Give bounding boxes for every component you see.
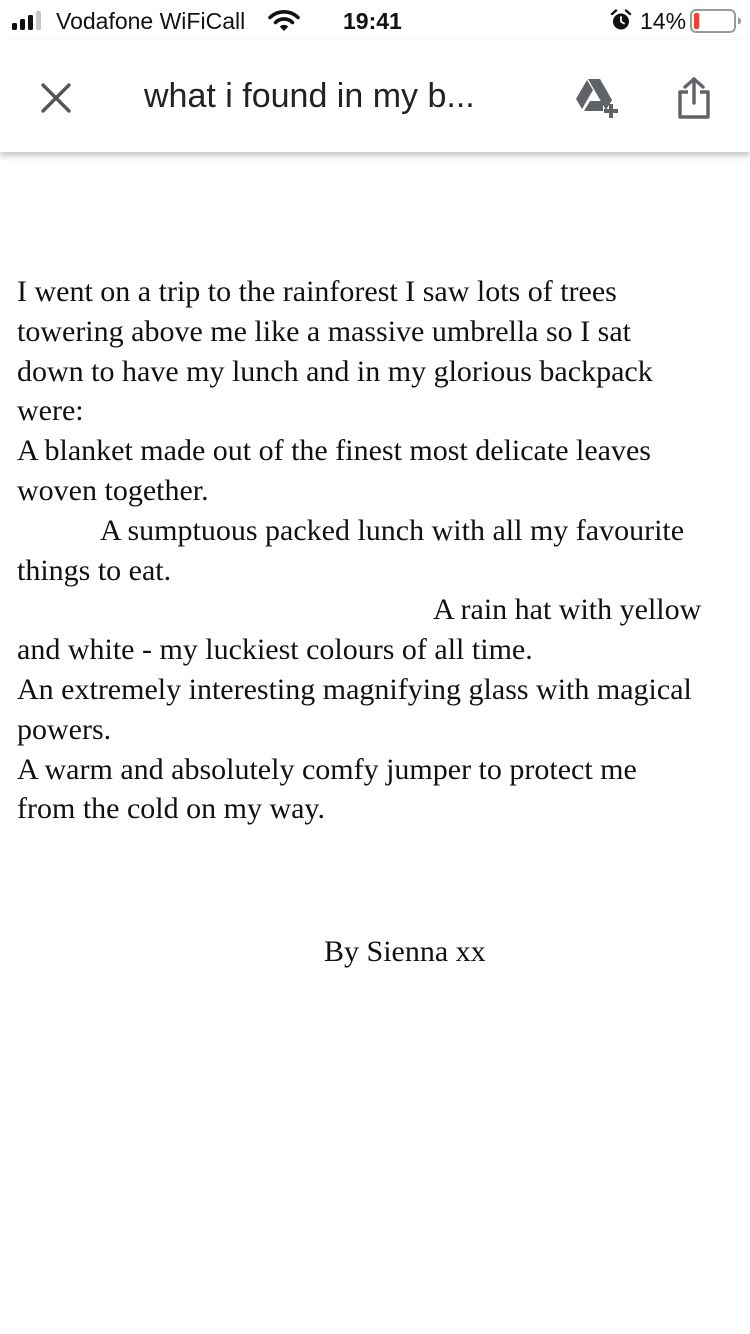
document-line: A sumptuous packed lunch with all my favourite bbox=[100, 513, 685, 547]
share-button[interactable] bbox=[668, 68, 720, 128]
document-line: A warm and absolutely comfy jumper to protect me bbox=[17, 752, 637, 786]
battery-icon bbox=[690, 9, 742, 33]
document-line: towering above me like a massive umbrella so I sat bbox=[17, 314, 631, 348]
document-page bbox=[0, 152, 750, 1334]
signal-icon bbox=[12, 10, 44, 30]
status-time: 19:41 bbox=[343, 8, 402, 34]
wifi-icon bbox=[268, 9, 300, 33]
alarm-icon bbox=[610, 9, 632, 31]
document-signature: By Sienna xx bbox=[324, 935, 486, 968]
document-title: what i found in my b... bbox=[144, 77, 475, 115]
top-toolbar bbox=[0, 40, 750, 152]
document-line: An extremely interesting magnifying glass with magical bbox=[17, 672, 692, 706]
close-icon bbox=[40, 82, 72, 114]
document-line: I went on a trip to the rainforest I saw lots of trees bbox=[17, 275, 617, 308]
document-line: down to have my lunch and in my glorious backpack bbox=[17, 354, 653, 388]
document-line: powers. bbox=[17, 712, 112, 746]
status-bar bbox=[0, 0, 750, 40]
add-to-drive-button[interactable] bbox=[570, 70, 626, 126]
document-line: woven together. bbox=[17, 473, 209, 507]
document-line: and white - my luckiest colours of all time. bbox=[17, 633, 533, 667]
document-line: were: bbox=[17, 394, 84, 428]
document-line: things to eat. bbox=[17, 553, 172, 587]
share-icon bbox=[677, 77, 711, 119]
document-line: from the cold on my way. bbox=[17, 792, 325, 826]
drive-add-icon bbox=[575, 78, 621, 118]
document-line: A blanket made out of the finest most delicate leaves bbox=[17, 434, 651, 468]
document-line: A rain hat with yellow bbox=[433, 593, 702, 627]
close-button[interactable] bbox=[30, 72, 82, 124]
document-body bbox=[17, 272, 750, 829]
carrier-name: Vodafone WiFiCall bbox=[56, 8, 246, 34]
battery-percentage: 14% bbox=[640, 8, 687, 34]
